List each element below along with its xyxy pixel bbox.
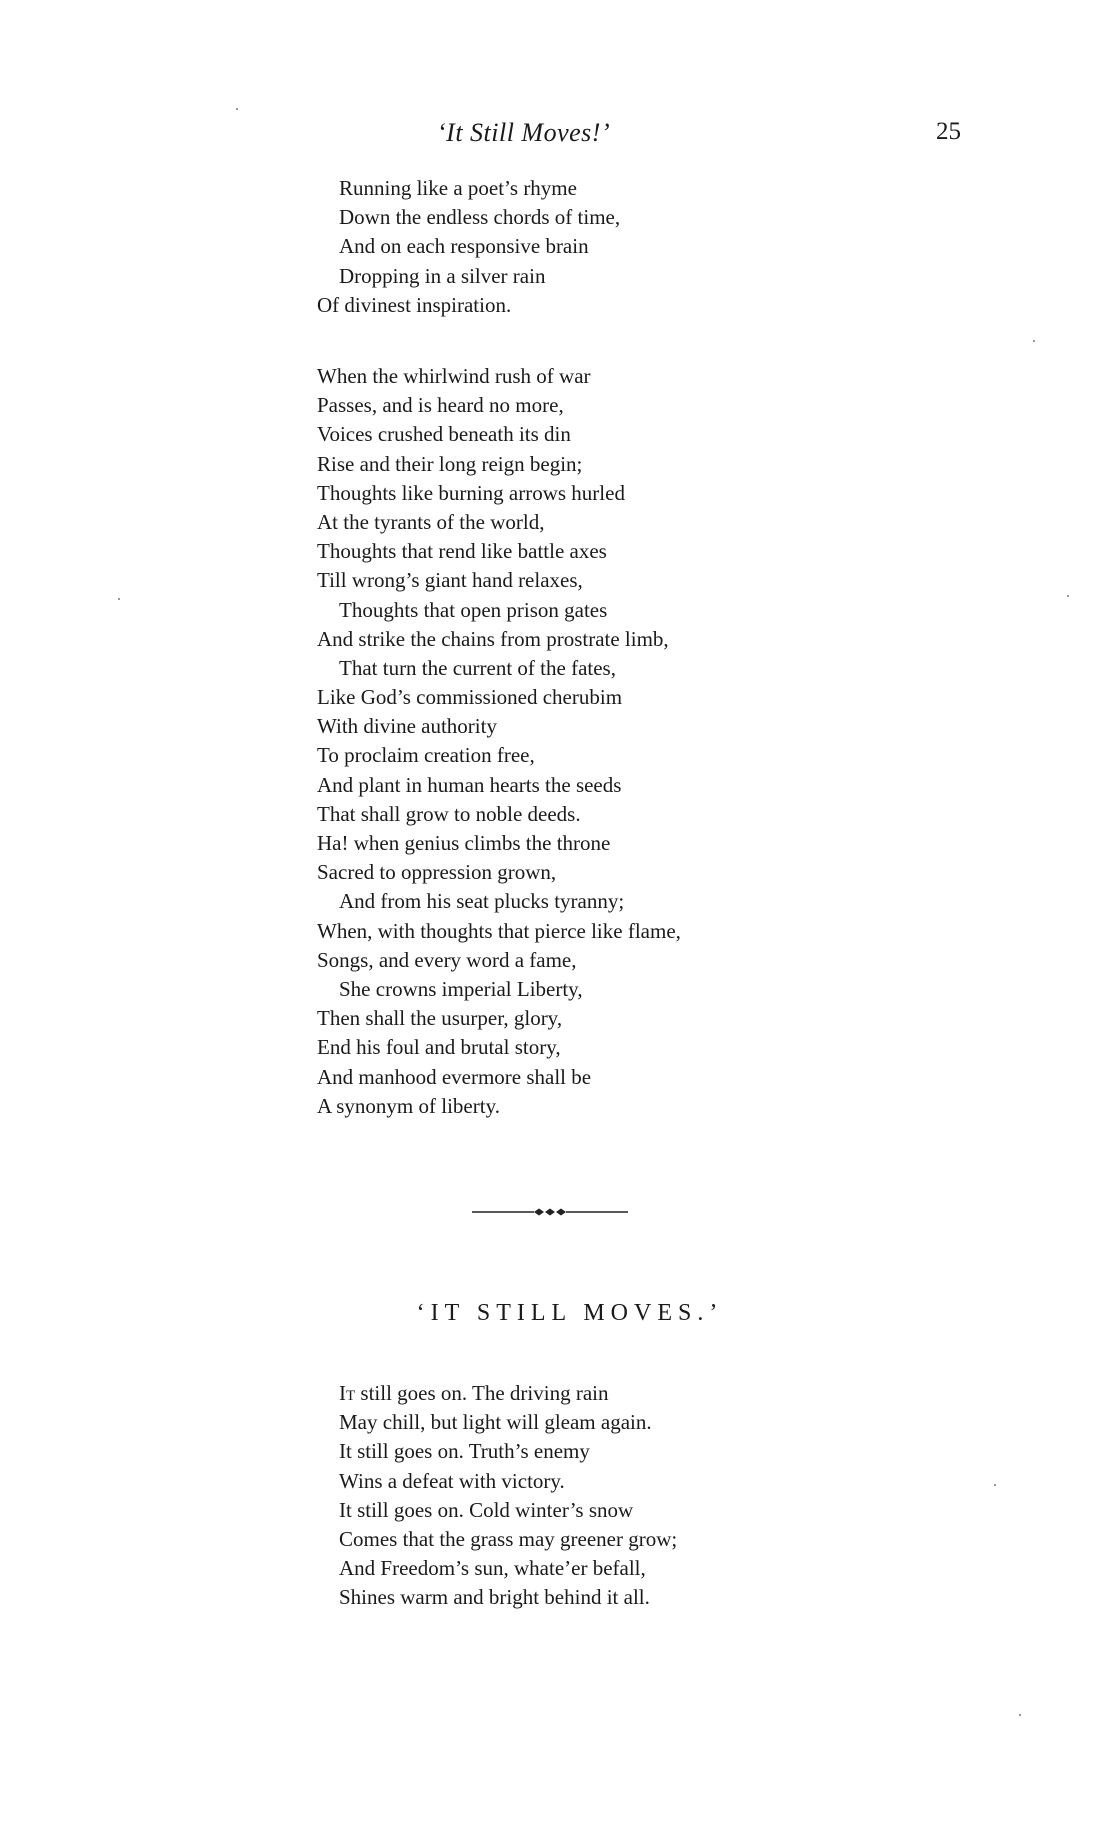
verse-line: Then shall the usurper, glory, <box>317 1006 563 1031</box>
verse-line: And strike the chains from prostrate limb, <box>317 626 669 651</box>
verse-line: Sacred to oppression grown, <box>317 860 557 885</box>
verse-line: It still goes on. Cold winter’s snow <box>339 1497 634 1522</box>
verse-line: Rise and their long reign begin; <box>317 451 583 476</box>
verse-line: And on each responsive brain <box>339 234 589 259</box>
stanza-2 <box>317 362 681 1121</box>
verse-line: Of divinest inspiration. <box>317 292 512 317</box>
page-number: 25 <box>936 118 961 145</box>
verse-line: Thoughts that open prison gates <box>339 597 608 622</box>
paper-speck <box>1033 340 1035 342</box>
verse-line: May chill, but light will gleam again. <box>339 1410 652 1435</box>
verse-line: That turn the current of the fates, <box>339 655 616 680</box>
running-title: ‘It Still Moves!’ <box>437 118 611 147</box>
verse-line: And plant in human hearts the seeds <box>317 772 622 797</box>
paper-speck <box>1019 1714 1021 1716</box>
verse-line: Songs, and every word a fame, <box>317 947 577 972</box>
verse-line: Voices crushed beneath its din <box>317 422 571 447</box>
ornament-divider <box>472 1205 628 1219</box>
paper-speck <box>118 598 120 600</box>
verse-line: When the whirlwind rush of war <box>317 364 591 388</box>
verse-line: Like God’s commissioned cherubim <box>317 685 623 710</box>
verse-line: Thoughts that rend like battle axes <box>317 539 607 564</box>
verse-line: With divine authority <box>317 714 497 739</box>
stanza-1 <box>317 174 620 320</box>
verse-line: And manhood evermore shall be <box>317 1064 592 1089</box>
paper-speck <box>236 108 238 110</box>
stanza-3 <box>339 1379 677 1613</box>
running-head <box>0 118 1120 150</box>
verse-line: End his foul and brutal story, <box>317 1035 561 1060</box>
poem-title: ‘IT STILL MOVES.’ <box>416 1300 724 1326</box>
verse-line: When, with thoughts that pierce like flame, <box>317 918 681 943</box>
verse-line: Shines warm and bright behind it all. <box>339 1585 650 1610</box>
verse-line: Passes, and is heard no more, <box>317 393 564 418</box>
verse-line: And from his seat plucks tyranny; <box>339 889 625 914</box>
verse-line: Comes that the grass may greener grow; <box>339 1526 678 1551</box>
verse-line-rest: still goes on. The driving rain <box>355 1381 609 1405</box>
paper-speck <box>994 1484 996 1486</box>
verse-line: At the tyrants of the world, <box>317 509 545 534</box>
verse-line: To proclaim creation free, <box>317 743 535 768</box>
verse-line <box>339 1379 677 1408</box>
verse-line: She crowns imperial Liberty, <box>339 976 583 1001</box>
verse-line: Wins a defeat with victory. <box>339 1468 565 1493</box>
verse-line: Dropping in a silver rain <box>339 263 546 288</box>
verse-line: Ha! when genius climbs the throne <box>317 831 611 855</box>
verse-line: Running like a poet’s rhyme <box>339 176 577 200</box>
drop-word: It <box>339 1381 356 1405</box>
verse-line: And Freedom’s sun, whate’er befall, <box>339 1556 646 1581</box>
verse-line: Till wrong’s giant hand relaxes, <box>317 568 583 593</box>
paper-speck <box>1067 595 1069 597</box>
verse-line: It still goes on. Truth’s enemy <box>339 1439 590 1464</box>
verse-line: Down the endless chords of time, <box>339 205 621 230</box>
verse-line: Thoughts like burning arrows hurled <box>317 480 625 505</box>
verse-line: That shall grow to noble deeds. <box>317 801 581 826</box>
verse-line: A synonym of liberty. <box>317 1093 500 1118</box>
